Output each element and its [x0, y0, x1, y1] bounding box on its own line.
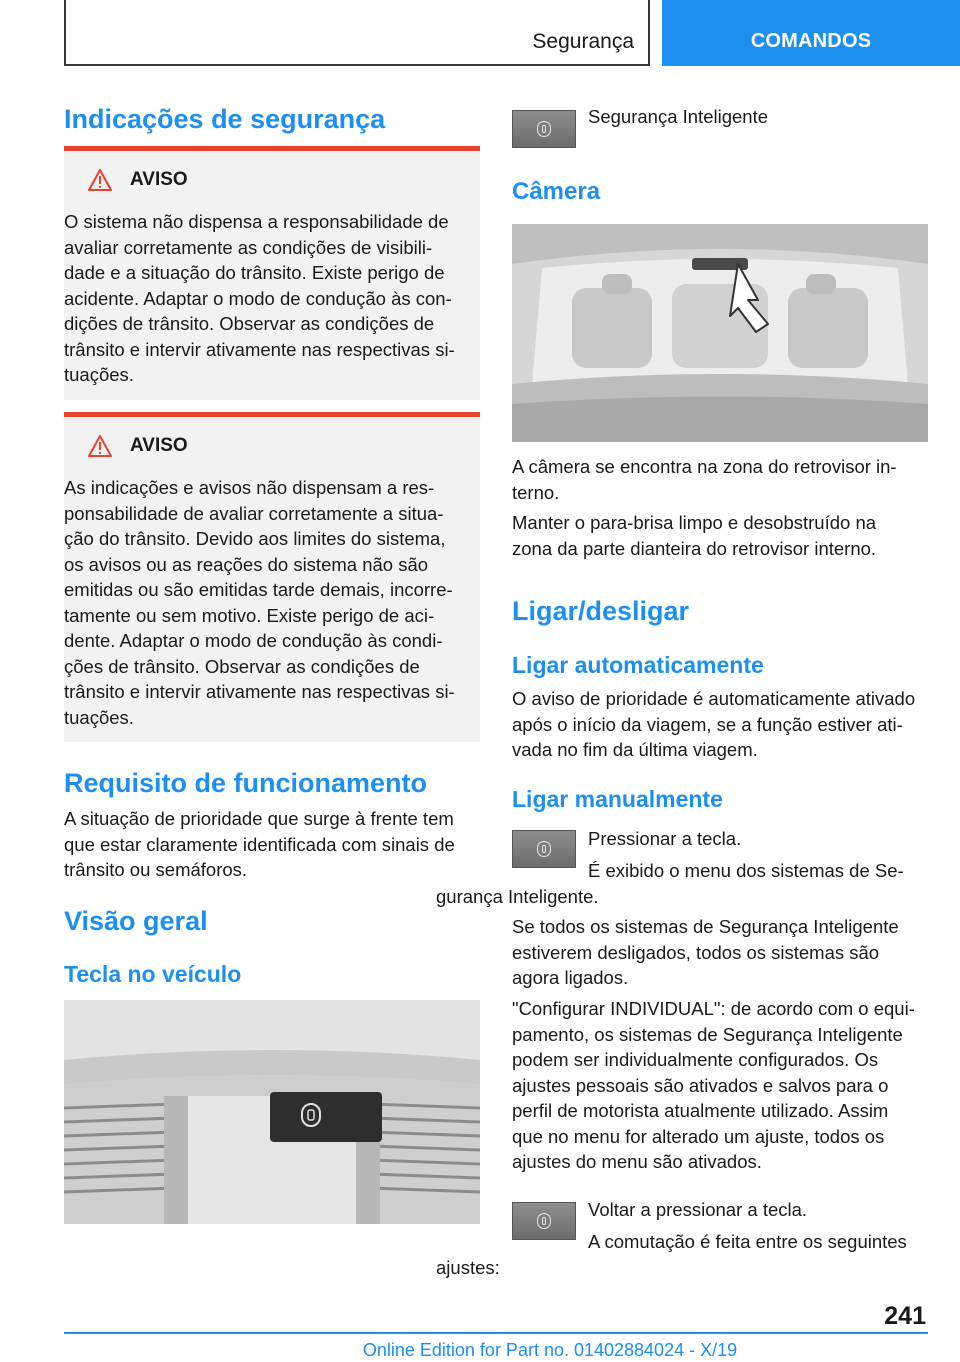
camera-text-1: A câmera se encontra na zona do retrovisor in- terno.: [512, 456, 897, 503]
header-frame: [64, 0, 650, 66]
subsection-title-button: Tecla no veículo: [64, 961, 242, 987]
subsection-title-manual: Ligar manualmente: [512, 786, 723, 812]
section-title-overview: Visão geral: [64, 906, 208, 936]
requirement-text: A situação de prioridade que surge à frente tem que estar claramente identificada com sinais de trânsito ou semáforos.: [64, 808, 455, 880]
subsection-title-auto: Ligar automaticamente: [512, 652, 764, 678]
manual-paragraph-1: Se todos os sistemas de Segurança Inteligente estiverem desligados, todos os sistemas são agora ligados.: [512, 916, 899, 988]
manual-step-1b: É exibido o menu dos sistemas de Se- gurança Inteligente.: [436, 860, 904, 907]
warning-triangle-icon: [88, 435, 112, 457]
warning-triangle-icon: [88, 169, 112, 191]
again-step: Voltar a pressionar a tecla.: [588, 1199, 808, 1220]
section-title-requirement: Requisito de funcionamento: [64, 768, 428, 798]
manual-step-1: Pressionar a tecla.: [588, 828, 742, 849]
warning-label: AVISO: [130, 435, 188, 456]
warning-text-2: As indicações e avisos não dispensam a res- ponsabilidade de avaliar corretamente a situa- ção do trânsito. Devido aos limites do sistema, os avisos ou as reações do sistema não são emitidas ou são emitidas tarde demais, incorre- tamente ou sem motivo. Existe perigo de aci- dente. Adaptar o modo de condução às condi- ções de trânsito. Observar as condições de trânsito e intervir ativamente nas respectivas si- tuações.: [64, 477, 455, 728]
safety-key-icon: [512, 110, 576, 148]
dashboard-button-photo: [64, 1000, 480, 1224]
section-title-onoff: Ligar/desligar: [512, 596, 690, 626]
key-label: Segurança Inteligente: [588, 106, 768, 127]
header-tab[interactable]: COMANDOS: [662, 0, 960, 66]
camera-photo: [512, 224, 928, 442]
warning-box-1: [64, 146, 480, 400]
header-section: Segurança: [532, 30, 634, 53]
edition-note: Online Edition for Part no. 01402884024 - X/19: [362, 1340, 738, 1360]
again-text: A comutação é feita entre os seguintes ajustes:: [436, 1231, 907, 1278]
section-title-camera: Câmera: [512, 178, 601, 205]
manual-paragraph-2: "Configurar INDIVIDUAL": de acordo com o equi- pamento, os sistemas de Segurança Inteligente podem ser individualmente configurados. Os ajustes pessoais são ativados e salvos para o perfil de motorista atualmente utilizado. Assim que no menu for alterado um ajuste, todos os ajustes do menu são ativados.: [512, 998, 915, 1172]
section-title-safety: Indicações de segurança: [64, 104, 386, 134]
warning-label: AVISO: [130, 169, 188, 190]
footer-divider: [64, 1332, 928, 1334]
camera-text-2: Manter o para-brisa limpo e desobstruído na zona da parte dianteira do retrovisor interno.: [512, 512, 877, 559]
warning-text-1: O sistema não dispensa a responsabilidade de avaliar corretamente as condições de visibili- dade e a situação do trânsito. Existe perigo de acidente. Adaptar o modo de condução às con- dições de trânsito. Observar as condições de trânsito e intervir ativamente nas respectivas si- tuações.: [64, 211, 455, 385]
page-number: 241: [884, 1302, 926, 1330]
warning-box-2: [64, 412, 480, 742]
auto-text: O aviso de prioridade é automaticamente ativado após o início da viagem, se a função estiver ati- vada no fim da última viagem.: [512, 688, 916, 760]
